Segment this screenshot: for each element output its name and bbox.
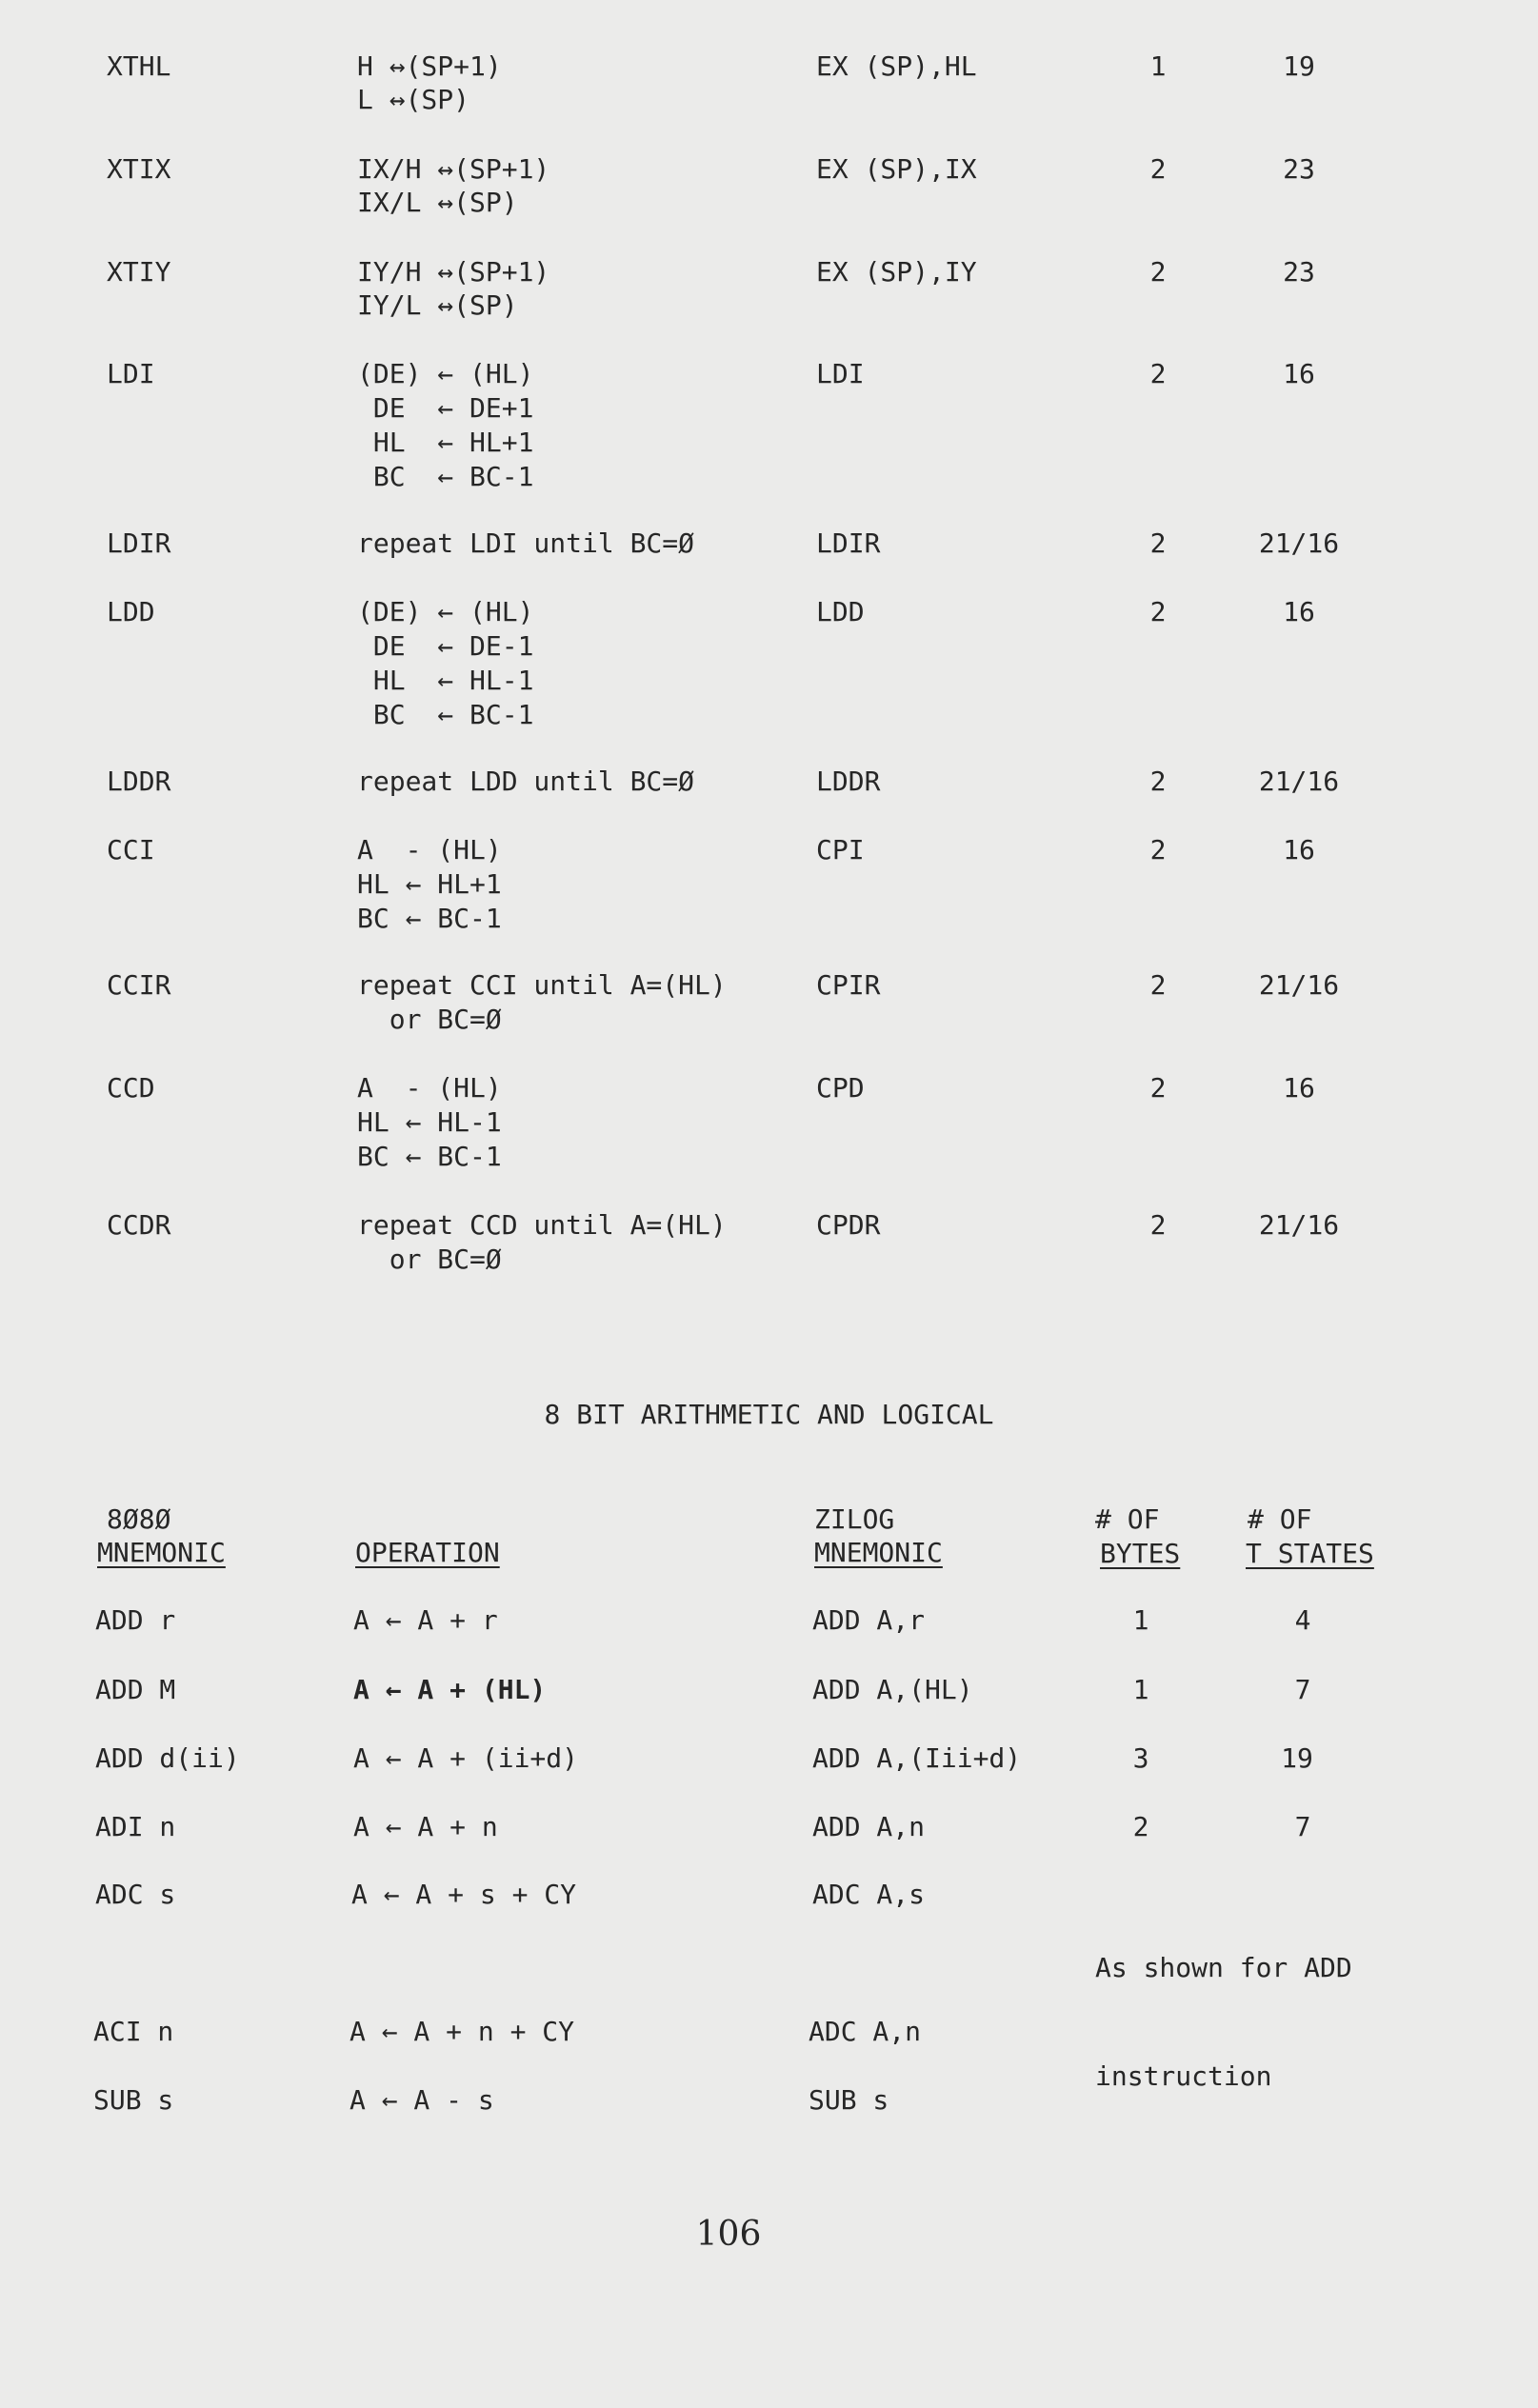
- t-states: 16: [1283, 358, 1315, 389]
- byte-count: 2: [1149, 766, 1167, 797]
- note-as-shown: [1095, 1878, 1352, 2167]
- t-states: 23: [1283, 256, 1315, 288]
- table-row: [0, 1071, 1538, 1172]
- header-zilog: ZILOG: [814, 1503, 895, 1535]
- zilog-mnemonic: CPI: [816, 834, 865, 866]
- t-states: 21/16: [1258, 969, 1340, 1001]
- t-states: 21/16: [1258, 766, 1340, 797]
- operation-line: BC ← BC-1: [357, 699, 534, 730]
- mnemonic-8080: LDIR: [107, 527, 171, 559]
- t-states: 4: [1294, 1604, 1311, 1636]
- table-row: [0, 1673, 1538, 1705]
- header-mnemonic: MNEMONIC: [97, 1537, 226, 1568]
- header-bytes: BYTES: [1100, 1538, 1181, 1569]
- zilog-mnemonic: ADC A,n: [809, 2016, 922, 2047]
- zilog-mnemonic: CPIR: [816, 969, 881, 1001]
- zilog-mnemonic: EX (SP),HL: [816, 50, 977, 82]
- table-row: [0, 255, 1538, 321]
- byte-count: 2: [1149, 1072, 1167, 1104]
- byte-count: 2: [1149, 358, 1167, 389]
- operation-line: BC ← BC-1: [357, 1141, 502, 1172]
- note-line: instruction: [1095, 2060, 1272, 2092]
- zilog-mnemonic: LDDR: [816, 766, 881, 797]
- t-states: 7: [1294, 1674, 1311, 1705]
- mnemonic-8080: ADI n: [95, 1811, 176, 1842]
- t-states: 19: [1283, 50, 1315, 82]
- mnemonic-8080: XTHL: [107, 50, 171, 82]
- operation-line: repeat CCI until A=(HL): [357, 969, 727, 1001]
- operation-line: A - (HL): [357, 1072, 502, 1104]
- operation: A ← A + r: [353, 1604, 498, 1636]
- operation-line: A - (HL): [357, 834, 502, 866]
- table-row: [0, 968, 1538, 1035]
- operation: A ← A + (HL): [353, 1674, 547, 1705]
- byte-count: 2: [1149, 153, 1167, 185]
- table-row: [0, 357, 1538, 492]
- byte-count: 2: [1149, 596, 1167, 627]
- operation-line: IX/H ↔(SP+1): [357, 153, 550, 185]
- mnemonic-8080: XTIY: [107, 256, 171, 288]
- header-operation: OPERATION: [355, 1537, 500, 1568]
- header-zilog-mnemonic: MNEMONIC: [814, 1537, 943, 1568]
- operation-line: HL ← HL-1: [357, 1106, 502, 1138]
- zilog-mnemonic: ADC A,s: [812, 1879, 926, 1910]
- table-row: [0, 765, 1538, 797]
- t-states: 16: [1283, 834, 1315, 866]
- operation-line: (DE) ← (HL): [357, 358, 534, 389]
- byte-count: 1: [1149, 50, 1167, 82]
- zilog-mnemonic: LDD: [816, 596, 865, 627]
- t-states: 16: [1283, 1072, 1315, 1104]
- operation-line: repeat CCD until A=(HL): [357, 1209, 727, 1241]
- operation-line: repeat LDD until BC=Ø: [357, 766, 695, 797]
- mnemonic-8080: ADD d(ii): [95, 1742, 240, 1774]
- t-states: 19: [1281, 1742, 1313, 1774]
- table-row: [0, 1208, 1538, 1275]
- mnemonic-8080: ADC s: [95, 1879, 176, 1910]
- operation-line: IY/L ↔(SP): [357, 289, 518, 321]
- byte-count: 2: [1149, 256, 1167, 288]
- operation-line: BC ← BC-1: [357, 461, 534, 492]
- operation: A ← A + n + CY: [350, 2016, 575, 2047]
- operation: A ← A - s: [350, 2084, 494, 2116]
- byte-count: 2: [1132, 1811, 1149, 1842]
- byte-count: 2: [1149, 834, 1167, 866]
- note-line: As shown for ADD: [1095, 1952, 1352, 1983]
- zilog-mnemonic: ADD A,n: [812, 1811, 926, 1842]
- operation-line: L ↔(SP): [357, 84, 470, 115]
- mnemonic-8080: CCDR: [107, 1209, 171, 1241]
- byte-count: 2: [1149, 969, 1167, 1001]
- operation-line: H ↔(SP+1): [357, 50, 502, 82]
- byte-count: 1: [1132, 1604, 1149, 1636]
- table-row: [0, 2083, 1538, 2116]
- byte-count: 1: [1132, 1674, 1149, 1705]
- zilog-mnemonic: SUB s: [809, 2084, 889, 2116]
- mnemonic-8080: XTIX: [107, 153, 171, 185]
- zilog-mnemonic: CPD: [816, 1072, 865, 1104]
- byte-count: 3: [1132, 1742, 1149, 1774]
- mnemonic-8080: ACI n: [93, 2016, 174, 2047]
- operation-line: or BC=Ø: [357, 1244, 502, 1275]
- header-of-tstates-top: # OF: [1248, 1503, 1312, 1535]
- table-row: [0, 2015, 1538, 2047]
- operation-line: repeat LDI until BC=Ø: [357, 527, 695, 559]
- t-states: 21/16: [1258, 527, 1340, 559]
- t-states: 16: [1283, 596, 1315, 627]
- table-row: [0, 1810, 1538, 1842]
- section-title: 8 BIT ARITHMETIC AND LOGICAL: [544, 1399, 994, 1430]
- table-row: [0, 595, 1538, 730]
- mnemonic-8080: SUB s: [93, 2084, 174, 2116]
- operation: A ← A + (ii+d): [353, 1742, 579, 1774]
- operation-line: BC ← BC-1: [357, 903, 502, 934]
- operation: A ← A + s + CY: [351, 1879, 577, 1910]
- zilog-mnemonic: ADD A,(Iii+d): [812, 1742, 1022, 1774]
- mnemonic-8080: ADD M: [95, 1674, 176, 1705]
- zilog-mnemonic: LDI: [816, 358, 865, 389]
- operation-line: HL ← HL-1: [357, 665, 534, 696]
- t-states: 7: [1294, 1811, 1311, 1842]
- zilog-mnemonic: CPDR: [816, 1209, 881, 1241]
- t-states: 23: [1283, 153, 1315, 185]
- zilog-mnemonic: ADD A,r: [812, 1604, 926, 1636]
- table-row: [0, 1741, 1538, 1774]
- operation-line: IX/L ↔(SP): [357, 187, 518, 218]
- operation-line: HL ← HL+1: [357, 427, 534, 458]
- mnemonic-8080: ADD r: [95, 1604, 176, 1636]
- header-of-bytes-top: # OF: [1095, 1503, 1160, 1535]
- operation-line: HL ← HL+1: [357, 868, 502, 900]
- zilog-mnemonic: ADD A,(HL): [812, 1674, 973, 1705]
- zilog-mnemonic: LDIR: [816, 527, 881, 559]
- operation-line: DE ← DE-1: [357, 630, 534, 662]
- operation-line: (DE) ← (HL): [357, 596, 534, 627]
- byte-count: 2: [1149, 1209, 1167, 1241]
- table-row: [0, 1603, 1538, 1636]
- mnemonic-8080: CCIR: [107, 969, 171, 1001]
- mnemonic-8080: LDI: [107, 358, 155, 389]
- header-8080: 8Ø8Ø: [107, 1503, 171, 1535]
- table-row: [0, 152, 1538, 218]
- byte-count: 2: [1149, 527, 1167, 559]
- operation: A ← A + n: [353, 1811, 498, 1842]
- page-number: 106: [695, 2215, 762, 2254]
- mnemonic-8080: LDDR: [107, 766, 171, 797]
- mnemonic-8080: CCI: [107, 834, 155, 866]
- operation-line: or BC=Ø: [357, 1004, 502, 1035]
- header-t-states: T STATES: [1246, 1538, 1374, 1569]
- mnemonic-8080: LDD: [107, 596, 155, 627]
- operation-line: IY/H ↔(SP+1): [357, 256, 550, 288]
- zilog-mnemonic: EX (SP),IX: [816, 153, 977, 185]
- table-row: [0, 833, 1538, 934]
- operation-line: DE ← DE+1: [357, 392, 534, 424]
- mnemonic-8080: CCD: [107, 1072, 155, 1104]
- zilog-mnemonic: EX (SP),IY: [816, 256, 977, 288]
- t-states: 21/16: [1258, 1209, 1340, 1241]
